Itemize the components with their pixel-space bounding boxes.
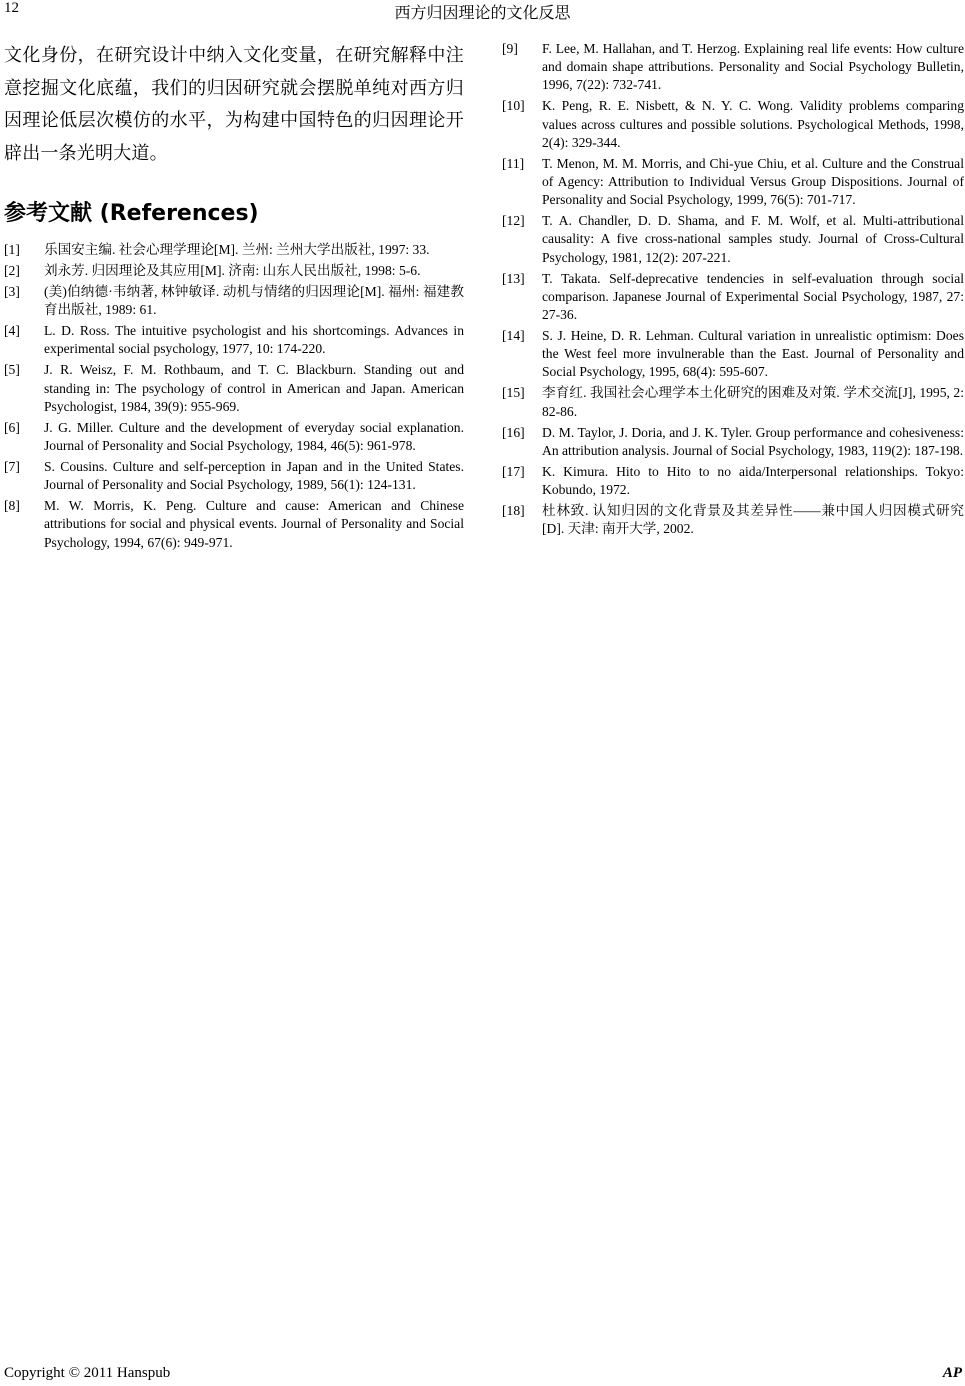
reference-item [502,327,964,382]
reference-item [502,40,964,95]
reference-item [502,212,964,267]
reference-item [4,361,464,416]
reference-number: [17] [502,463,525,479]
page-footer [4,1365,962,1385]
reference-number: [14] [502,328,525,344]
reference-item [4,497,464,552]
reference-number: [2] [4,263,20,278]
reference-item [4,322,464,358]
reference-number: [4] [4,323,20,339]
reference-text: L. D. Ross. The intuitive psychologist and his shortcomings. Advances in experimental social psychology, 1977, 10: 174-220. [44,323,464,357]
reference-number: [12] [502,213,525,229]
reference-item [502,270,964,325]
running-title: 西方归因理论的文化反思 [394,5,571,22]
reference-text: T. A. Chandler, D. D. Shama, and F. M. Wolf, et al. Multi-attributional causality: A five cross-national samples study. Journal of Cross-Cultural Psychology, 1981, 12(2): 207-221. [542,213,964,265]
reference-item [4,241,464,259]
reference-text: K. Kimura. Hito to Hito to no aida/Interpersonal relationships. Tokyo: Kobundo, 1972. [542,463,964,498]
reference-number: [9] [502,41,518,56]
reference-list-left [4,241,464,552]
reference-number: [7] [4,459,20,475]
right-column [502,40,964,541]
reference-text: 李育红. 我国社会心理学本土化研究的困难及对策. 学术交流[J], 1995, 2: 82-86. [542,385,964,419]
reference-item [4,283,464,319]
reference-number: [1] [4,242,20,257]
reference-text: 刘永芳. 归因理论及其应用[M]. 济南: 山东人民出版社, 1998: 5-6. [44,263,421,278]
reference-text: F. Lee, M. Hallahan, and T. Herzog. Explaining real life events: How culture and domain shape attributions. Personality and Social Psychology Bulletin, 1996, 7(22): 732-741. [542,41,964,93]
reference-text: K. Peng, R. E. Nisbett, & N. Y. C. Wong. Validity problems comparing values across cultures and possible solutions. Psychological Methods, 1998, 2(4): 329-344. [542,98,964,150]
reference-text: J. R. Weisz, F. M. Rothbaum, and T. C. Blackburn. Standing out and standing in: The psychology of control in American and Japan. American Psychologist, 1984, 39(9): 955-969. [44,362,464,414]
reference-text: (美)伯纳德·韦纳著, 林钟敏译. 动机与情绪的归因理论[M]. 福州: 福建教育出版社, 1989: 61. [44,284,464,318]
reference-list-right [502,40,964,538]
reference-number: [18] [502,503,525,519]
reference-number: [3] [4,284,20,299]
page-number: 12 [4,0,19,16]
reference-text: M. W. Morris, K. Peng. Culture and cause: American and Chinese attributions for social and physical events. Journal of Personality and Social Psychology, 1994, 67(6): 949-971. [44,498,464,550]
reference-text: D. M. Taylor, J. Doria, and J. K. Tyler. Group performance and cohesiveness: An attribution analysis. Journal of Social Psychology, 1983, 119(2): 187-198. [542,424,964,458]
reference-item [502,97,964,152]
reference-number: [16] [502,424,525,440]
body-paragraph: 文化身份，在研究设计中纳入文化变量，在研究解释中注意挖掘文化底蕴，我们的归因研究就会摆脱单纯对西方归因理论低层次模仿的水平，为构建中国特色的归因理论开辟出一条光明大道。 [4,45,464,164]
reference-text: 杜林致. 认知归因的文化背景及其差异性——兼中国人归因模式研究[D]. 天津: 南开大学, 2002. [542,503,964,537]
reference-text: 乐国安主编. 社会心理学理论[M]. 兰州: 兰州大学出版社, 1997: 33. [44,242,430,257]
reference-item [502,155,964,210]
reference-number: [11] [502,155,525,171]
reference-item [4,262,464,280]
reference-item [4,419,464,455]
reference-number: [13] [502,270,525,286]
reference-text: S. J. Heine, D. R. Lehman. Cultural variation in unrealistic optimism: Does the West feel more invulnerable than the East. Journal of Personality and Social Psychology, 1995, 68(4): 595-607. [542,328,964,380]
page-header [0,0,965,24]
reference-item [502,384,964,420]
references-heading: 参考文献 (References) [4,201,259,226]
reference-text: S. Cousins. Culture and self-perception in Japan and in the United States. Journal of Personality and Social Psychology, 1989, 56(1): 124-131. [44,459,464,493]
reference-item [502,424,964,460]
reference-item [502,502,964,538]
reference-number: [15] [502,385,525,401]
journal-abbreviation: AP [942,1365,962,1381]
reference-text: J. G. Miller. Culture and the development of everyday social explanation. Journal of Personality and Social Psychology, 1984, 46(5): 961-978. [44,419,464,454]
reference-item [4,458,464,494]
reference-text: T. Takata. Self-deprecative tendencies in self-evaluation through social comparison. Japanese Journal of Experimental Social Psychology, 1987, 27: 27-36. [542,270,964,323]
left-column [4,40,464,555]
reference-number: [5] [4,362,20,378]
reference-number: [10] [502,98,525,114]
reference-number: [6] [4,419,20,435]
copyright-notice: Copyright © 2011 Hanspub [4,1365,171,1381]
reference-number: [8] [4,498,20,514]
reference-text: T. Menon, M. M. Morris, and Chi-yue Chiu, et al. Culture and the Construal of Agency: Attribution to Individual Versus Group Dispositions. Journal of Personality and Social Psychology, 1999, 76(5): 701-717. [542,155,964,208]
reference-item [502,463,964,499]
